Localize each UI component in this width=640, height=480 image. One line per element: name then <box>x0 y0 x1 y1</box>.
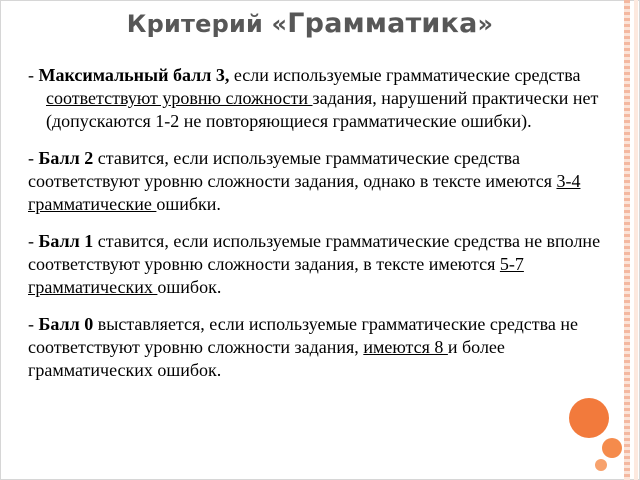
score-label: Балл 0 <box>38 314 94 334</box>
item-text-end: и более грамматических ошибок. <box>28 337 505 380</box>
decorative-circle-large <box>569 398 609 438</box>
item-text: ставится, если используемые грамматические средства соответствуют уровню сложности задания, однако в тексте имеются <box>28 148 557 191</box>
title-suffix: » <box>477 10 494 38</box>
item-underlined-text: имеются 8 <box>363 337 448 357</box>
decorative-circle-small <box>595 459 607 471</box>
title-prefix: Критерий « <box>126 10 288 38</box>
item-text-end: задания, нарушений практически нет (допускаются 1-2 не повторяющиеся грамматические ошибки). <box>46 88 599 131</box>
criterion-score-2 <box>28 147 622 216</box>
decorative-stripe-edge <box>634 0 638 480</box>
slide-title <box>0 8 620 39</box>
item-text: ставится, если используемые грамматические средства не вполне соответствуют уровню сложности задания, в тексте имеются <box>28 231 601 274</box>
item-underlined-text: 3-4 грамматические <box>28 171 581 214</box>
criterion-score-3 <box>28 64 622 133</box>
item-dash: - <box>28 231 39 251</box>
item-text-end: ошибок. <box>157 277 222 297</box>
item-dash: - <box>28 65 39 85</box>
criterion-score-1 <box>28 230 622 299</box>
criteria-list <box>28 64 622 396</box>
item-text: если используемые грамматические средства <box>229 65 581 85</box>
item-underlined-text: соответствуют уровню сложности <box>46 88 313 108</box>
score-label: Максимальный балл 3, <box>38 65 230 85</box>
criterion-score-0 <box>28 313 622 382</box>
item-underlined-text: 5-7 грамматических <box>28 254 524 297</box>
item-text: выставляется, если используемые грамматические средства не соответствуют уровню сложности задания, <box>28 314 579 357</box>
decorative-stripe <box>624 0 630 480</box>
decorative-circle-medium <box>602 438 622 458</box>
title-main: Грамматика <box>287 8 478 39</box>
item-text-end: ошибки. <box>156 194 221 214</box>
item-dash: - <box>28 314 39 334</box>
score-label: Балл 2 <box>38 148 94 168</box>
score-label: Балл 1 <box>38 231 94 251</box>
item-dash: - <box>28 148 39 168</box>
